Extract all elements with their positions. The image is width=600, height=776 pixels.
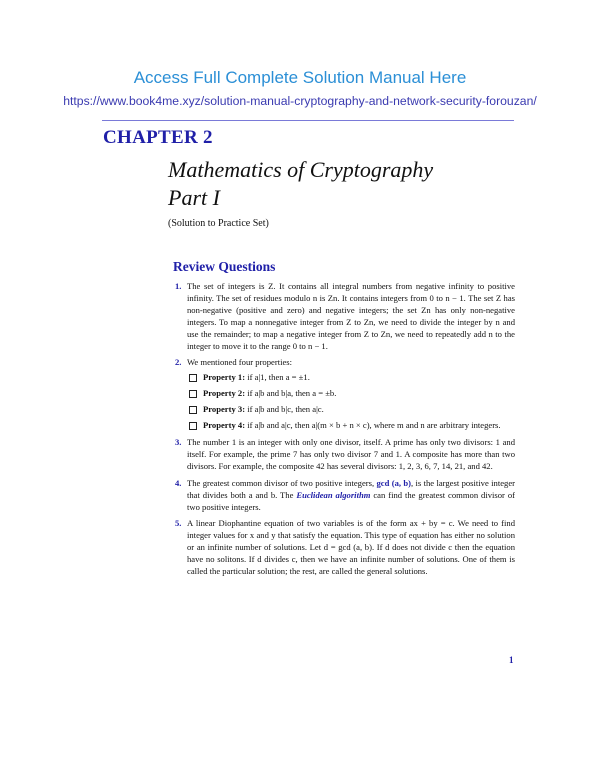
question-text: A linear Diophantine equation of two variables is of the form ax + by = c. We need to find integer values for x and y that satisfy the equation. This type of equation has either no solution or an infinite number of solutions. Let d = gcd (a, b). If d does not divide c then the equation have no solitons. If d divides c, then we have an infinite number of solutions. One of them is called the particular solution; the rest, are called the general solutions.: [187, 518, 515, 577]
euclidean-algorithm-term: Euclidean algorithm: [296, 489, 371, 500]
property-text: if a|b and a|c, then a|(m × b + n × c), where m and n are arbitrary integers.: [247, 420, 501, 431]
property-text: if a|b and b|a, then a = ±b.: [247, 388, 337, 399]
question-2: [175, 357, 515, 432]
property-4: [187, 420, 515, 432]
property-label: Property 3:: [203, 404, 246, 415]
question-4: [175, 478, 515, 514]
banner-title[interactable]: Access Full Complete Solution Manual Here: [133, 68, 467, 87]
question-text: , is the largest positive integer that divides both a and b. The: [187, 477, 515, 500]
chapter-subtitle: (Solution to Practice Set): [168, 218, 269, 229]
property-text: if a|1, then a = ±1.: [247, 372, 310, 383]
property-label: Property 2:: [203, 388, 246, 399]
question-text: The number 1 is an integer with only one divisor, itself. A prime has only two divisors: 1 and itself. For example, the prime 7 has only two divisor 7 and 1. A composite has more than two divisors. For example, the composite 42 has several divisors: 1, 2, 3, 6, 7, 14, 21, and 42.: [187, 436, 515, 471]
property-list: [187, 372, 515, 432]
question-number: 4.: [175, 477, 182, 488]
question-3: [175, 437, 515, 473]
question-number: 5.: [175, 518, 182, 529]
chapter-title: [168, 156, 433, 212]
property-label: Property 4:: [203, 420, 246, 431]
review-questions-list: [175, 281, 515, 583]
property-3: [187, 404, 515, 416]
question-5: [175, 518, 515, 578]
property-2: [187, 388, 515, 400]
checkbox-bullet-icon: [189, 374, 197, 382]
question-number: 1.: [175, 281, 182, 291]
question-text: can find the greatest common divisor of two positive integers.: [187, 489, 515, 512]
property-text: if a|b and b|c, then a|c.: [247, 404, 324, 415]
property-1: [187, 372, 515, 384]
property-label: Property 1:: [203, 372, 246, 383]
section-heading: Review Questions: [173, 259, 276, 274]
chapter-title-line-2: Part I: [168, 185, 220, 210]
chapter-label: CHAPTER 2: [103, 127, 213, 148]
checkbox-bullet-icon: [189, 406, 197, 414]
question-text: We mentioned four properties:: [187, 357, 293, 368]
page-number: 1: [509, 655, 514, 665]
checkbox-bullet-icon: [189, 422, 197, 430]
chapter-title-line-1: Mathematics of Cryptography: [168, 157, 434, 182]
gcd-term: gcd (a, b): [376, 477, 412, 488]
question-text: The set of integers is Z. It contains all integral numbers from negative infinity to positive infinity. The set of residues modulo n is Zn. It contains integers from 0 to n − 1. The set Z has non-negative (positive and zero) and negative integers; the set Zn has only non-negative integers. To map a nonnegative integer from Z to Zn, we need to divide the integer by n and use the remainder; to map a negative integer from Z to Zn, we need to repeatedly add n to the integer to move it to the range 0 to n − 1.: [187, 281, 515, 351]
question-number: 2.: [175, 357, 182, 368]
question-text: The greatest common divisor of two positive integers,: [187, 477, 375, 488]
question-1: [175, 281, 515, 352]
question-number: 3.: [175, 436, 182, 447]
header-rule: [102, 120, 514, 121]
checkbox-bullet-icon: [189, 390, 197, 398]
banner-url-link[interactable]: https://www.book4me.xyz/solution-manual-cryptography-and-network-security-forouzan/: [63, 94, 537, 108]
